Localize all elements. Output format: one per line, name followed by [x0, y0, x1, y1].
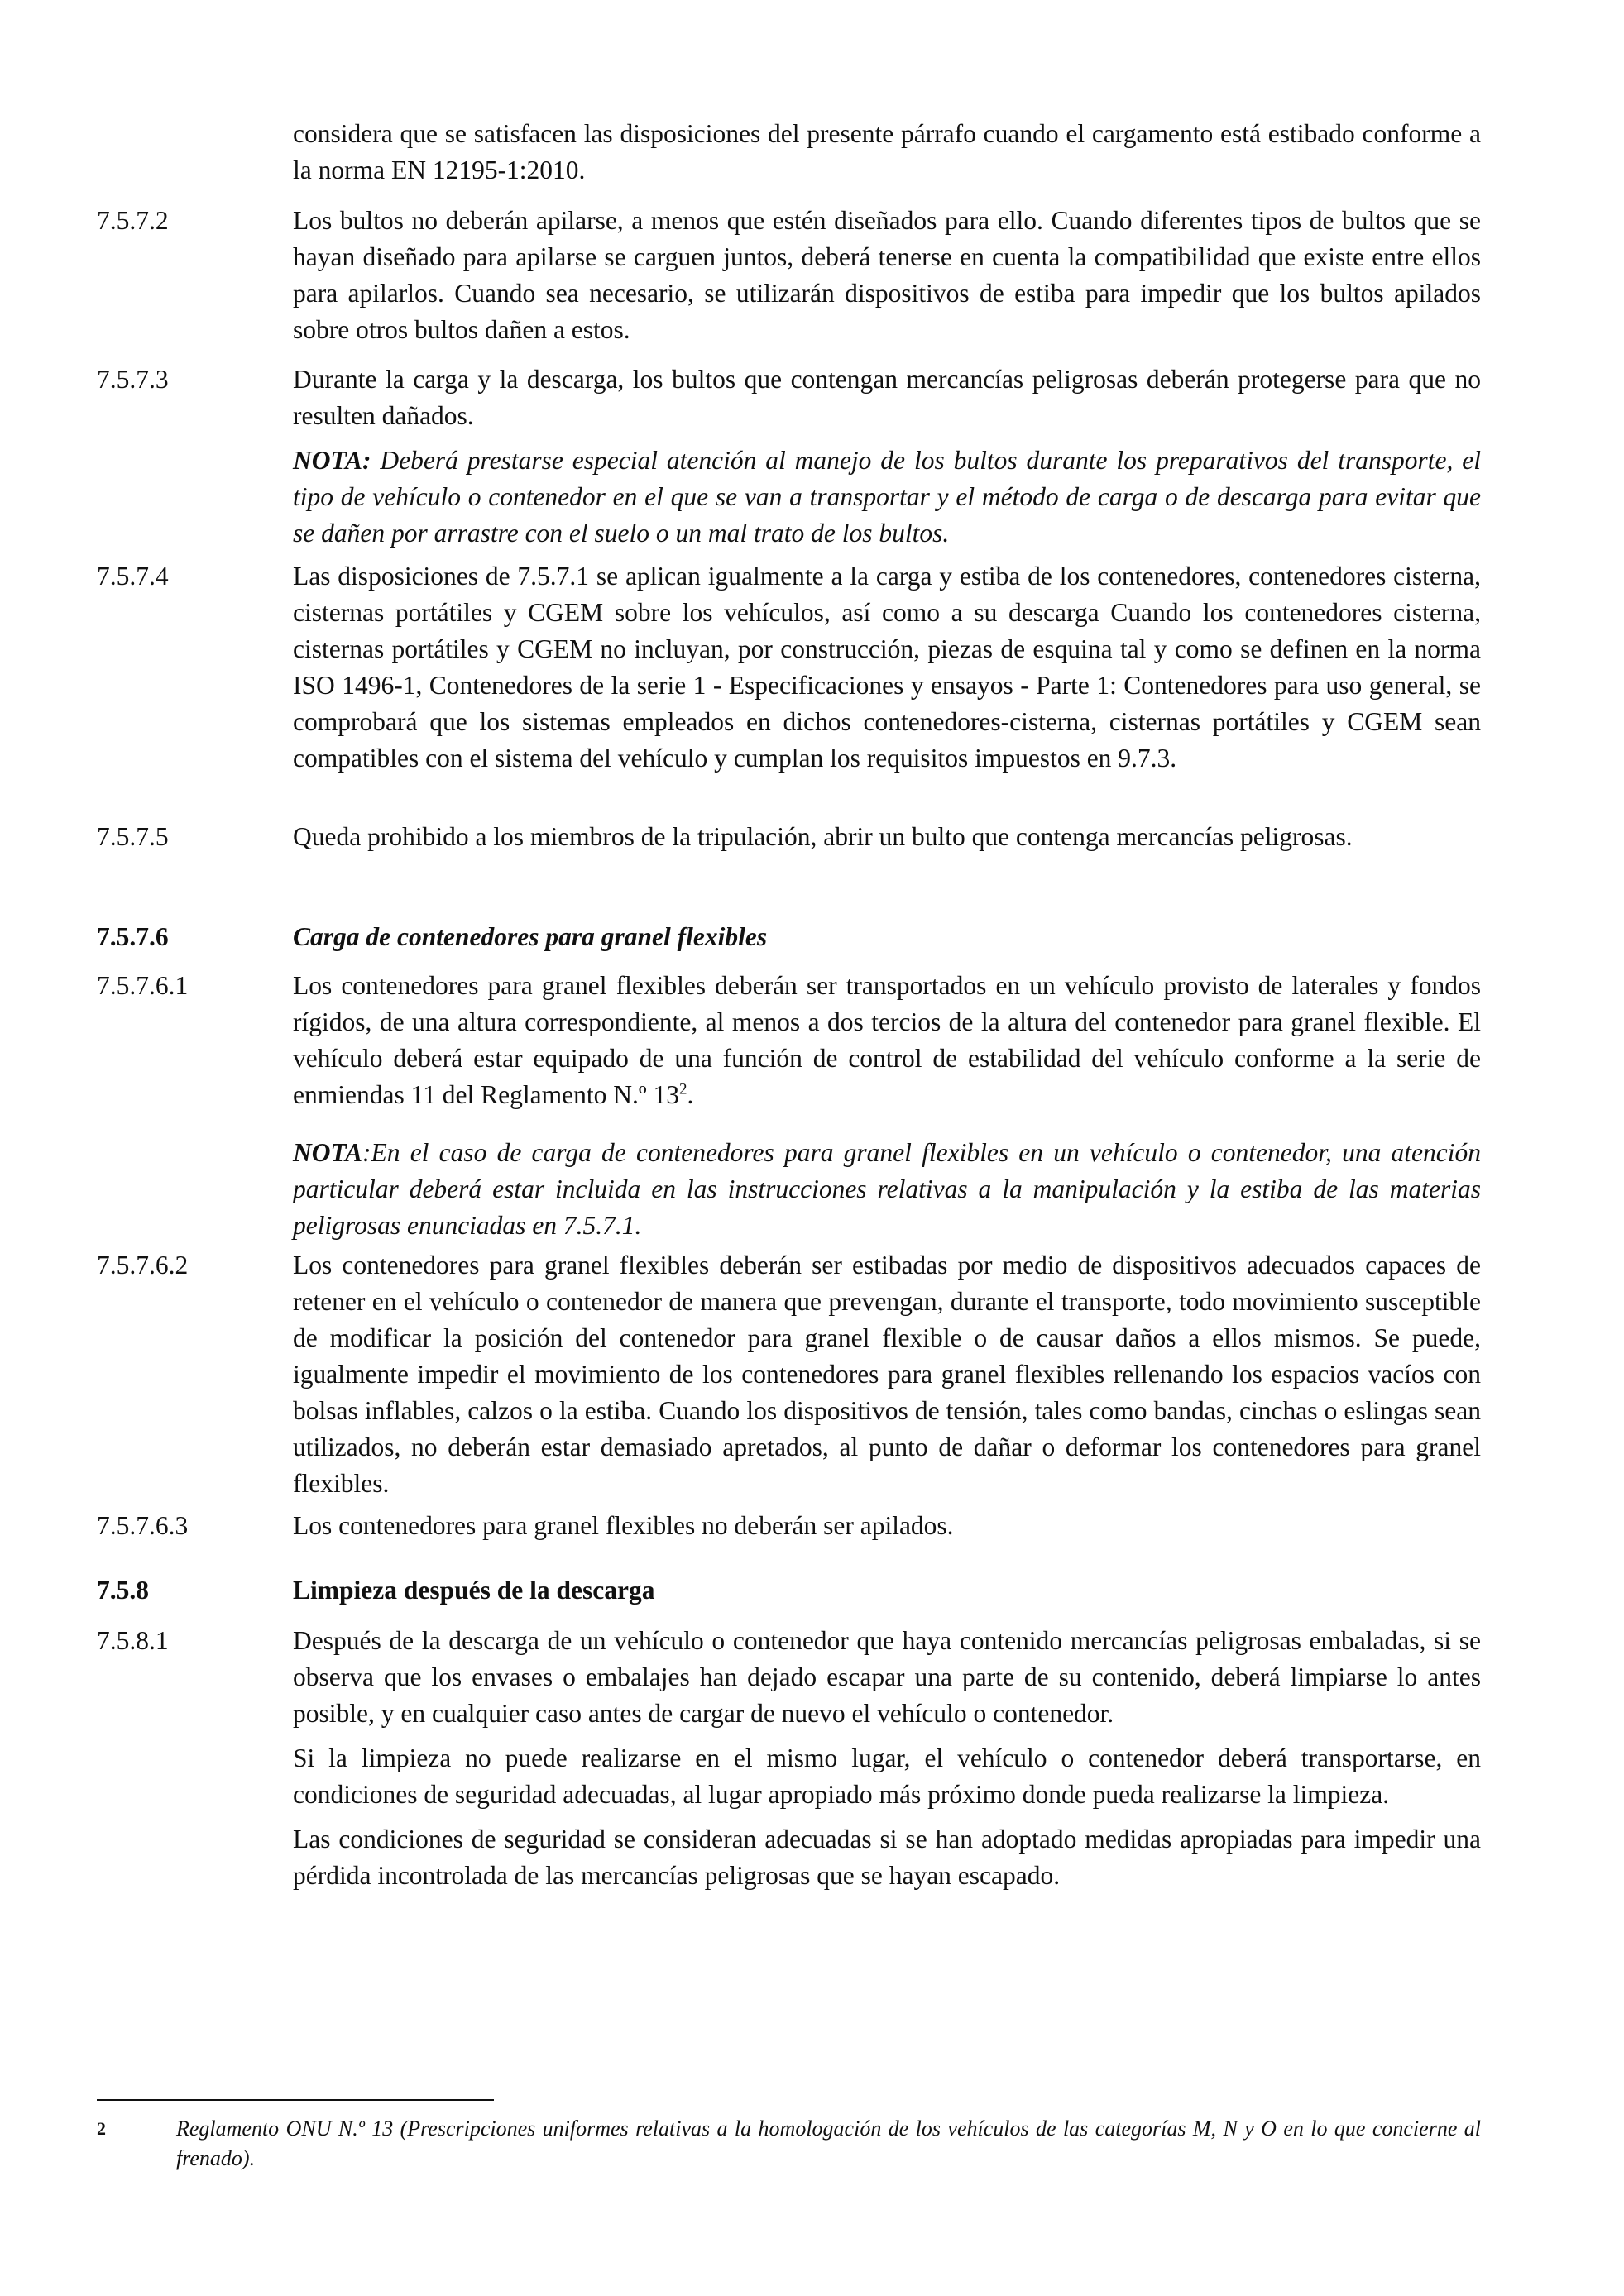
section-number: 7.5.8.1 [97, 1626, 169, 1655]
section-number: 7.5.7.6 [97, 922, 169, 951]
paragraph: Después de la descarga de un vehículo o contenedor que haya contenido mercancías peligrosas embaladas, si se observa que los envases o embalajes han dejado escapar una parte de su contenido, deberá limpiarse lo antes posible, y en cualquier caso antes de cargar de nuevo el vehículo o contenedor. [293, 1626, 1481, 1728]
paragraph: considera que se satisfacen las disposiciones del presente párrafo cuando el cargamento está estibado conforme a la norma EN 12195-1:2010. [293, 119, 1481, 184]
note-paragraph [293, 442, 1481, 552]
block-content [293, 1247, 1481, 1502]
note-paragraph [293, 1135, 1481, 1244]
section-number: 7.5.8 [97, 1576, 149, 1605]
footnote-ref[interactable]: 2 [679, 1080, 687, 1098]
block-content [293, 361, 1481, 552]
note-label: NOTA [293, 1138, 363, 1167]
paragraph: Los contenedores para granel flexibles no deberán ser apilados. [293, 1511, 954, 1540]
section-heading: Limpieza después de la descarga [293, 1576, 655, 1605]
block-content [293, 968, 1481, 1244]
section-number: 7.5.7.4 [97, 562, 169, 591]
section-number: 7.5.7.3 [97, 365, 169, 394]
block-content [293, 558, 1481, 777]
block-content [293, 819, 1481, 855]
section-number: 7.5.7.6.3 [97, 1511, 189, 1540]
footnote-text: Reglamento ONU N.º 13 (Prescripciones uniformes relativas a la homologación de los vehículos de las categorías M, N y O en lo que concierne al frenado). [176, 2117, 1481, 2170]
paragraph: Las condiciones de seguridad se consideran adecuadas si se han adoptado medidas apropiadas para impedir una pérdida incontrolada de las mercancías peligrosas que se hayan escapado. [293, 1825, 1481, 1890]
paragraph: Los bultos no deberán apilarse, a menos que estén diseñados para ello. Cuando diferentes tipos de bultos que se hayan diseñado para apilarse se carguen juntos, deberá tenerse en cuenta la compatibilidad que existe entre ellos para apilarlos. Cuando sea necesario, se utilizarán dispositivos de estiba para impedir que los bultos apilados sobre otros bultos dañen a estos. [293, 206, 1481, 344]
footnote-number: 2 [97, 2118, 106, 2139]
section-number: 7.5.7.2 [97, 206, 169, 235]
block-content [293, 1623, 1481, 1894]
block-content [293, 1508, 1481, 1544]
paragraph: Las disposiciones de 7.5.7.1 se aplican igualmente a la carga y estiba de los contenedores, contenedores cisterna, cisternas portátiles y CGEM sobre los vehículos, así como a su descarga Cuando los contenedores cisterna, cisternas portátiles y CGEM no incluyan, por construcción, piezas de esquina tal y como se definen en la norma ISO 1496-1, Contenedores de la serie 1 - Especificaciones y ensayos - Parte 1: Contenedores para uso general, se comprobará que los sistemas empleados en dichos contenedores-cisterna, cisternas portátiles y CGEM sean compatibles con el sistema del vehículo y cumplan los requisitos impuestos en 9.7.3. [293, 562, 1481, 773]
section-number: 7.5.7.6.2 [97, 1251, 189, 1280]
section-number: 7.5.7.6.1 [97, 971, 189, 1000]
paragraph: Queda prohibido a los miembros de la tripulación, abrir un bulto que contenga mercancías peligrosas. [293, 822, 1353, 851]
paragraph: Los contenedores para granel flexibles deberán ser estibadas por medio de dispositivos adecuados capaces de retener en el vehículo o contenedor de manera que prevengan, durante el transporte, todo movimiento susceptible de modificar la posición del contenedor para granel flexible o de causar daños a ellos mismos. Se puede, igualmente impedir el movimiento de los contenedores para granel flexibles rellenando los espacios vacíos con bolsas inflables, calzos o la estiba. Cuando los dispositivos de tensión, tales como bandas, cinchas o eslingas sean utilizados, no deberán estar demasiado apretados, al punto de dañar o deformar los contenedores para granel flexibles. [293, 1251, 1481, 1498]
section-number: 7.5.7.5 [97, 822, 169, 851]
paragraph: Si la limpieza no puede realizarse en el mismo lugar, el vehículo o contenedor deberá transportarse, en condiciones de seguridad adecuadas, al lugar apropiado más próximo donde pueda realizarse la limpieza. [293, 1744, 1481, 1809]
block-content [293, 116, 1481, 189]
block-content [293, 203, 1481, 348]
footnote-separator [97, 2099, 494, 2101]
paragraph [293, 968, 1481, 1113]
note-text: Deberá prestarse especial atención al manejo de los bultos durante los preparativos del transporte, el tipo de vehículo o contenedor en el que se van a transportar y el método de carga o de descarga para evitar que se dañen por arrastre con el suelo o un mal trato de los bultos. [293, 446, 1481, 548]
paragraph-tail: . [687, 1080, 694, 1109]
note-text: :En el caso de carga de contenedores para granel flexibles en un vehículo o contenedor, una atención particular deberá estar incluida en las instrucciones relativas a la manipulación y la estiba de las materias peligrosas enunciadas en 7.5.7.1. [293, 1138, 1481, 1240]
paragraph: Durante la carga y la descarga, los bultos que contengan mercancías peligrosas deberán protegerse para que no resulten dañados. [293, 365, 1481, 430]
paragraph-text: Los contenedores para granel flexibles deberán ser transportados en un vehículo provisto de laterales y fondos rígidos, de una altura correspondiente, al menos a dos tercios de la altura del contenedor para granel flexible. El vehículo deberá estar equipado de una función de control de estabilidad del vehículo conforme a la serie de enmiendas 11 del Reglamento N.º 13 [293, 971, 1481, 1109]
section-heading: Carga de contenedores para granel flexibles [293, 922, 768, 951]
note-label: NOTA: [293, 446, 371, 475]
